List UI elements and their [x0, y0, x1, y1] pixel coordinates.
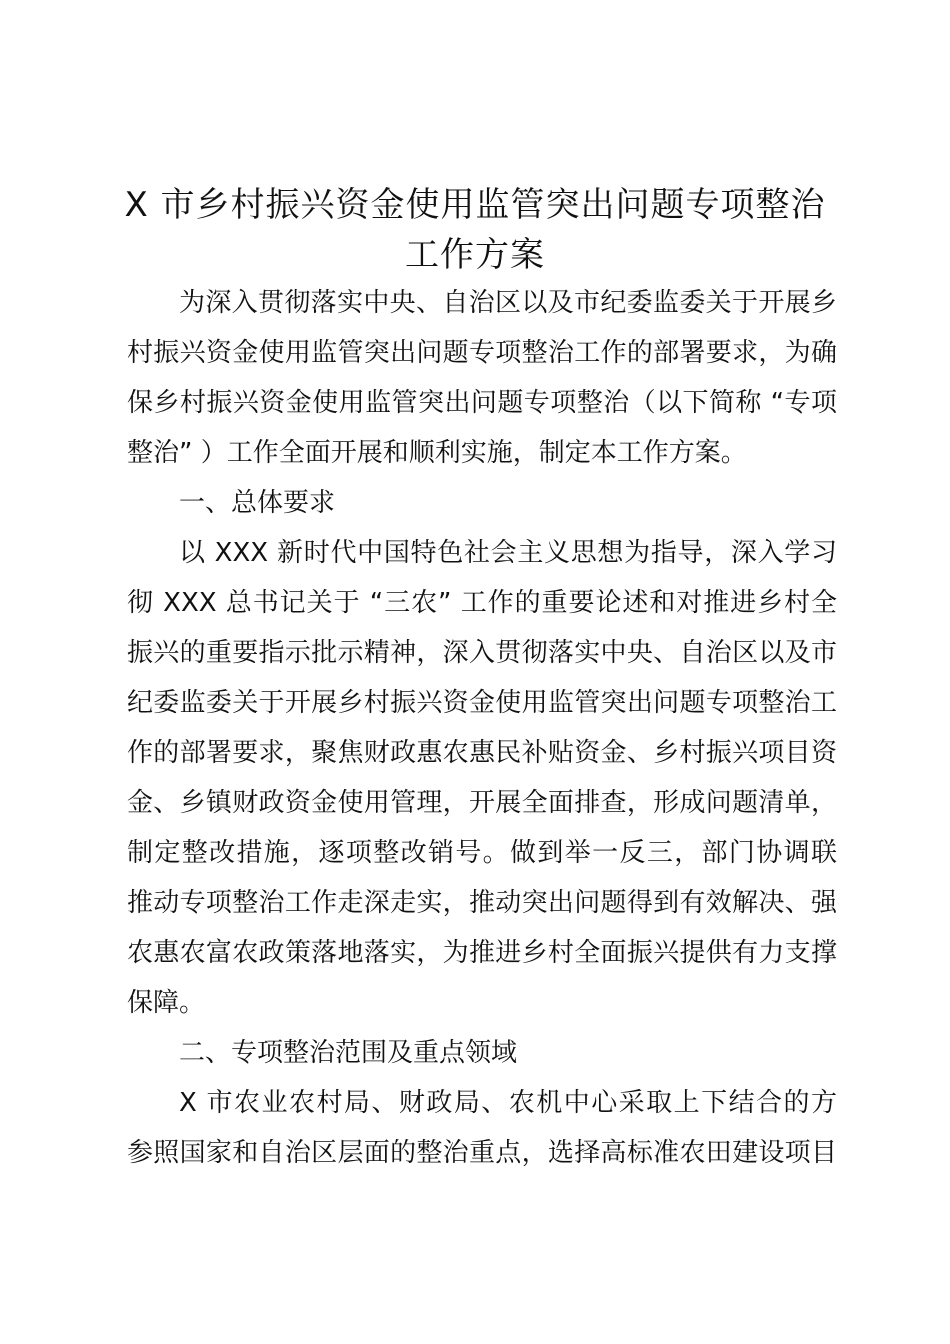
document-title-line-1: X 市乡村振兴资金使用监管突出问题专项整治 — [124, 185, 826, 225]
section-1-paragraph-line: 以 XXX 新时代中国特色社会主义思想为指导，深入学习 — [179, 538, 837, 568]
section-2-paragraph-line: X 市农业农村局、财政局、农机中心采取上下结合的方 — [179, 1088, 837, 1118]
section-1-paragraph-line: 保障。 — [127, 988, 206, 1018]
document-title-line-2: 工作方案 — [405, 235, 545, 275]
intro-paragraph-line: 为深入贯彻落实中央、自治区以及市纪委监委关于开展乡 — [179, 288, 837, 318]
section-1-heading: 一、总体要求 — [179, 488, 336, 518]
intro-paragraph-line: 村振兴资金使用监管突出问题专项整治工作的部署要求，为确 — [127, 338, 837, 368]
section-1-paragraph-line: 彻 XXX 总书记关于 “三农” 工作的重要论述和对推进乡村全 — [127, 588, 837, 618]
section-1-paragraph-line: 农惠农富农政策落地落实，为推进乡村全面振兴提供有力支撑 — [127, 938, 837, 968]
section-2-heading: 二、专项整治范围及重点领域 — [179, 1038, 518, 1068]
intro-paragraph-line: 整治” ）工作全面开展和顺利实施，制定本工作方案。 — [127, 438, 747, 468]
section-1-paragraph-line: 制定整改措施，逐项整改销号。做到举一反三，部门协调联 — [127, 838, 837, 868]
section-1-paragraph-line: 金、乡镇财政资金使用管理，开展全面排查，形成问题清单， — [127, 788, 837, 818]
section-1-paragraph-line: 推动专项整治工作走深走实，推动突出问题得到有效解决、强 — [127, 888, 837, 918]
section-2-paragraph-line: 参照国家和自治区层面的整治重点，选择高标准农田建设项目 — [127, 1138, 837, 1168]
section-1-paragraph-line: 纪委监委关于开展乡村振兴资金使用监管突出问题专项整治工 — [127, 688, 837, 718]
intro-paragraph-line: 保乡村振兴资金使用监管突出问题专项整治（以下简称 “专项 — [127, 388, 837, 418]
document-body — [127, 278, 837, 1178]
section-1-paragraph-line: 作的部署要求，聚焦财政惠农惠民补贴资金、乡村振兴项目资 — [127, 738, 837, 768]
section-1-paragraph-line: 振兴的重要指示批示精神，深入贯彻落实中央、自治区以及市 — [127, 638, 837, 668]
